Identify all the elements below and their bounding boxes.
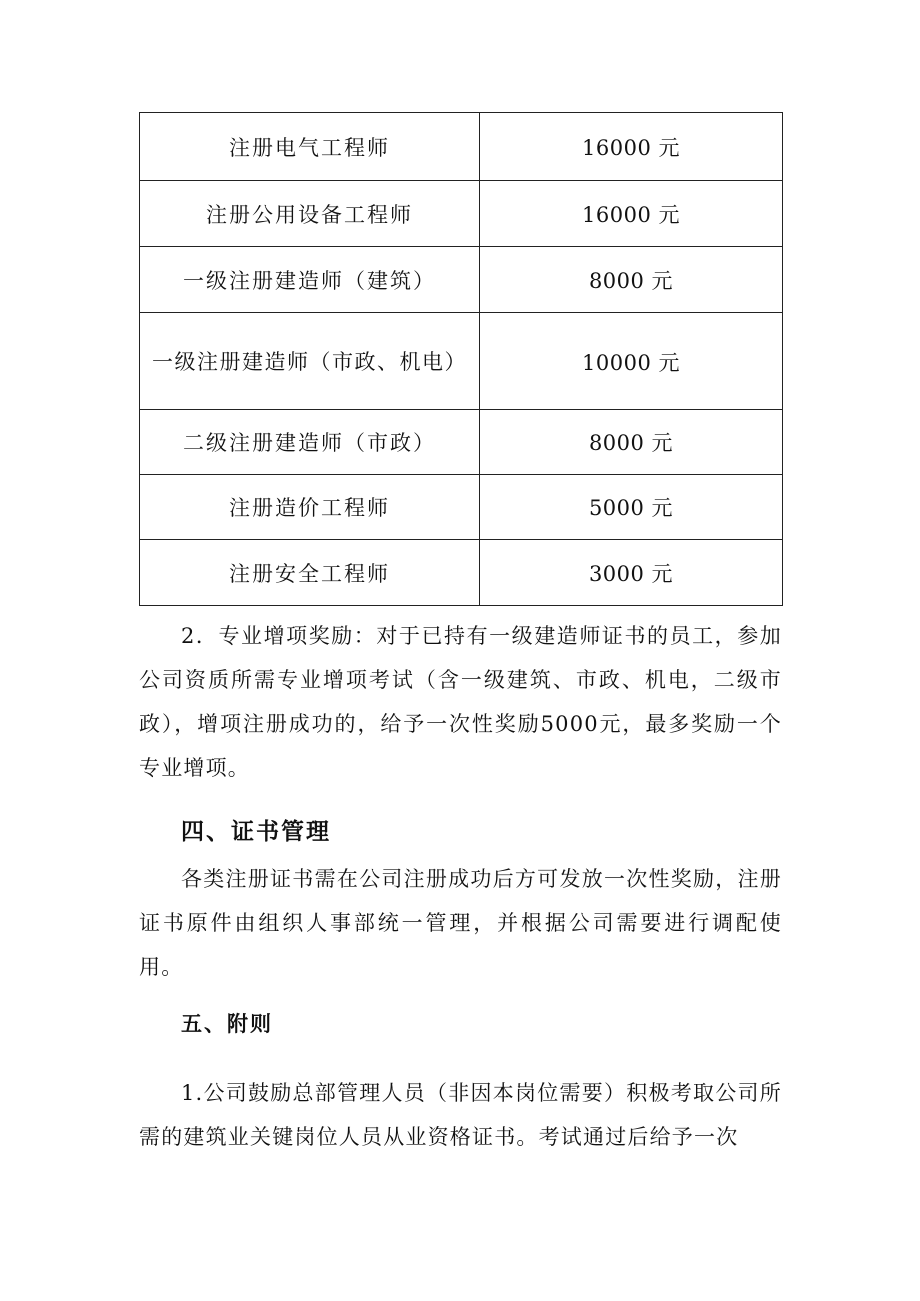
table-row bbox=[140, 540, 783, 606]
certificate-title-cell: 注册公用设备工程师 bbox=[140, 181, 480, 247]
reward-amount-cell: 3000 元 bbox=[480, 540, 783, 606]
reward-amount-cell: 16000 元 bbox=[480, 113, 783, 181]
table-row bbox=[140, 475, 783, 540]
reward-table bbox=[139, 112, 783, 606]
professional-addition-paragraph: 2．专业增项奖励：对于已持有一级建造师证书的员工，参加公司资质所需专业增项考试（含一级建筑、市政、机电，二级市政），增项注册成功的，给予一次性奖励5000元，最多奖励一个专业增项。 bbox=[139, 624, 782, 780]
section-five-heading: 五、附则 bbox=[181, 1011, 273, 1036]
certificate-title-cell: 二级注册建造师（市政） bbox=[140, 410, 480, 475]
reward-amount-cell: 16000 元 bbox=[480, 181, 783, 247]
table-row bbox=[140, 113, 783, 181]
reward-amount-cell: 8000 元 bbox=[480, 247, 783, 313]
table-row bbox=[140, 181, 783, 247]
reward-amount-cell: 5000 元 bbox=[480, 475, 783, 540]
certificate-title-cell: 注册电气工程师 bbox=[140, 113, 480, 181]
table-row bbox=[140, 410, 783, 475]
reward-amount-cell: 10000 元 bbox=[480, 313, 783, 410]
certificate-title-cell: 一级注册建造师（市政、机电） bbox=[140, 313, 480, 410]
certificate-title-cell: 注册安全工程师 bbox=[140, 540, 480, 606]
section-four-heading: 四、证书管理 bbox=[181, 819, 331, 845]
appendix-paragraph: 1.公司鼓励总部管理人员（非因本岗位需要）积极考取公司所需的建筑业关键岗位人员从业资格证书。考试通过后给予一次 bbox=[139, 1081, 782, 1149]
table-row bbox=[140, 313, 783, 410]
reward-amount-cell: 8000 元 bbox=[480, 410, 783, 475]
table-row bbox=[140, 247, 783, 313]
certificate-title-cell: 一级注册建造师（建筑） bbox=[140, 247, 480, 313]
certificate-management-paragraph: 各类注册证书需在公司注册成功后方可发放一次性奖励，注册证书原件由组织人事部统一管理，并根据公司需要进行调配使用。 bbox=[139, 867, 782, 979]
certificate-title-cell: 注册造价工程师 bbox=[140, 475, 480, 540]
